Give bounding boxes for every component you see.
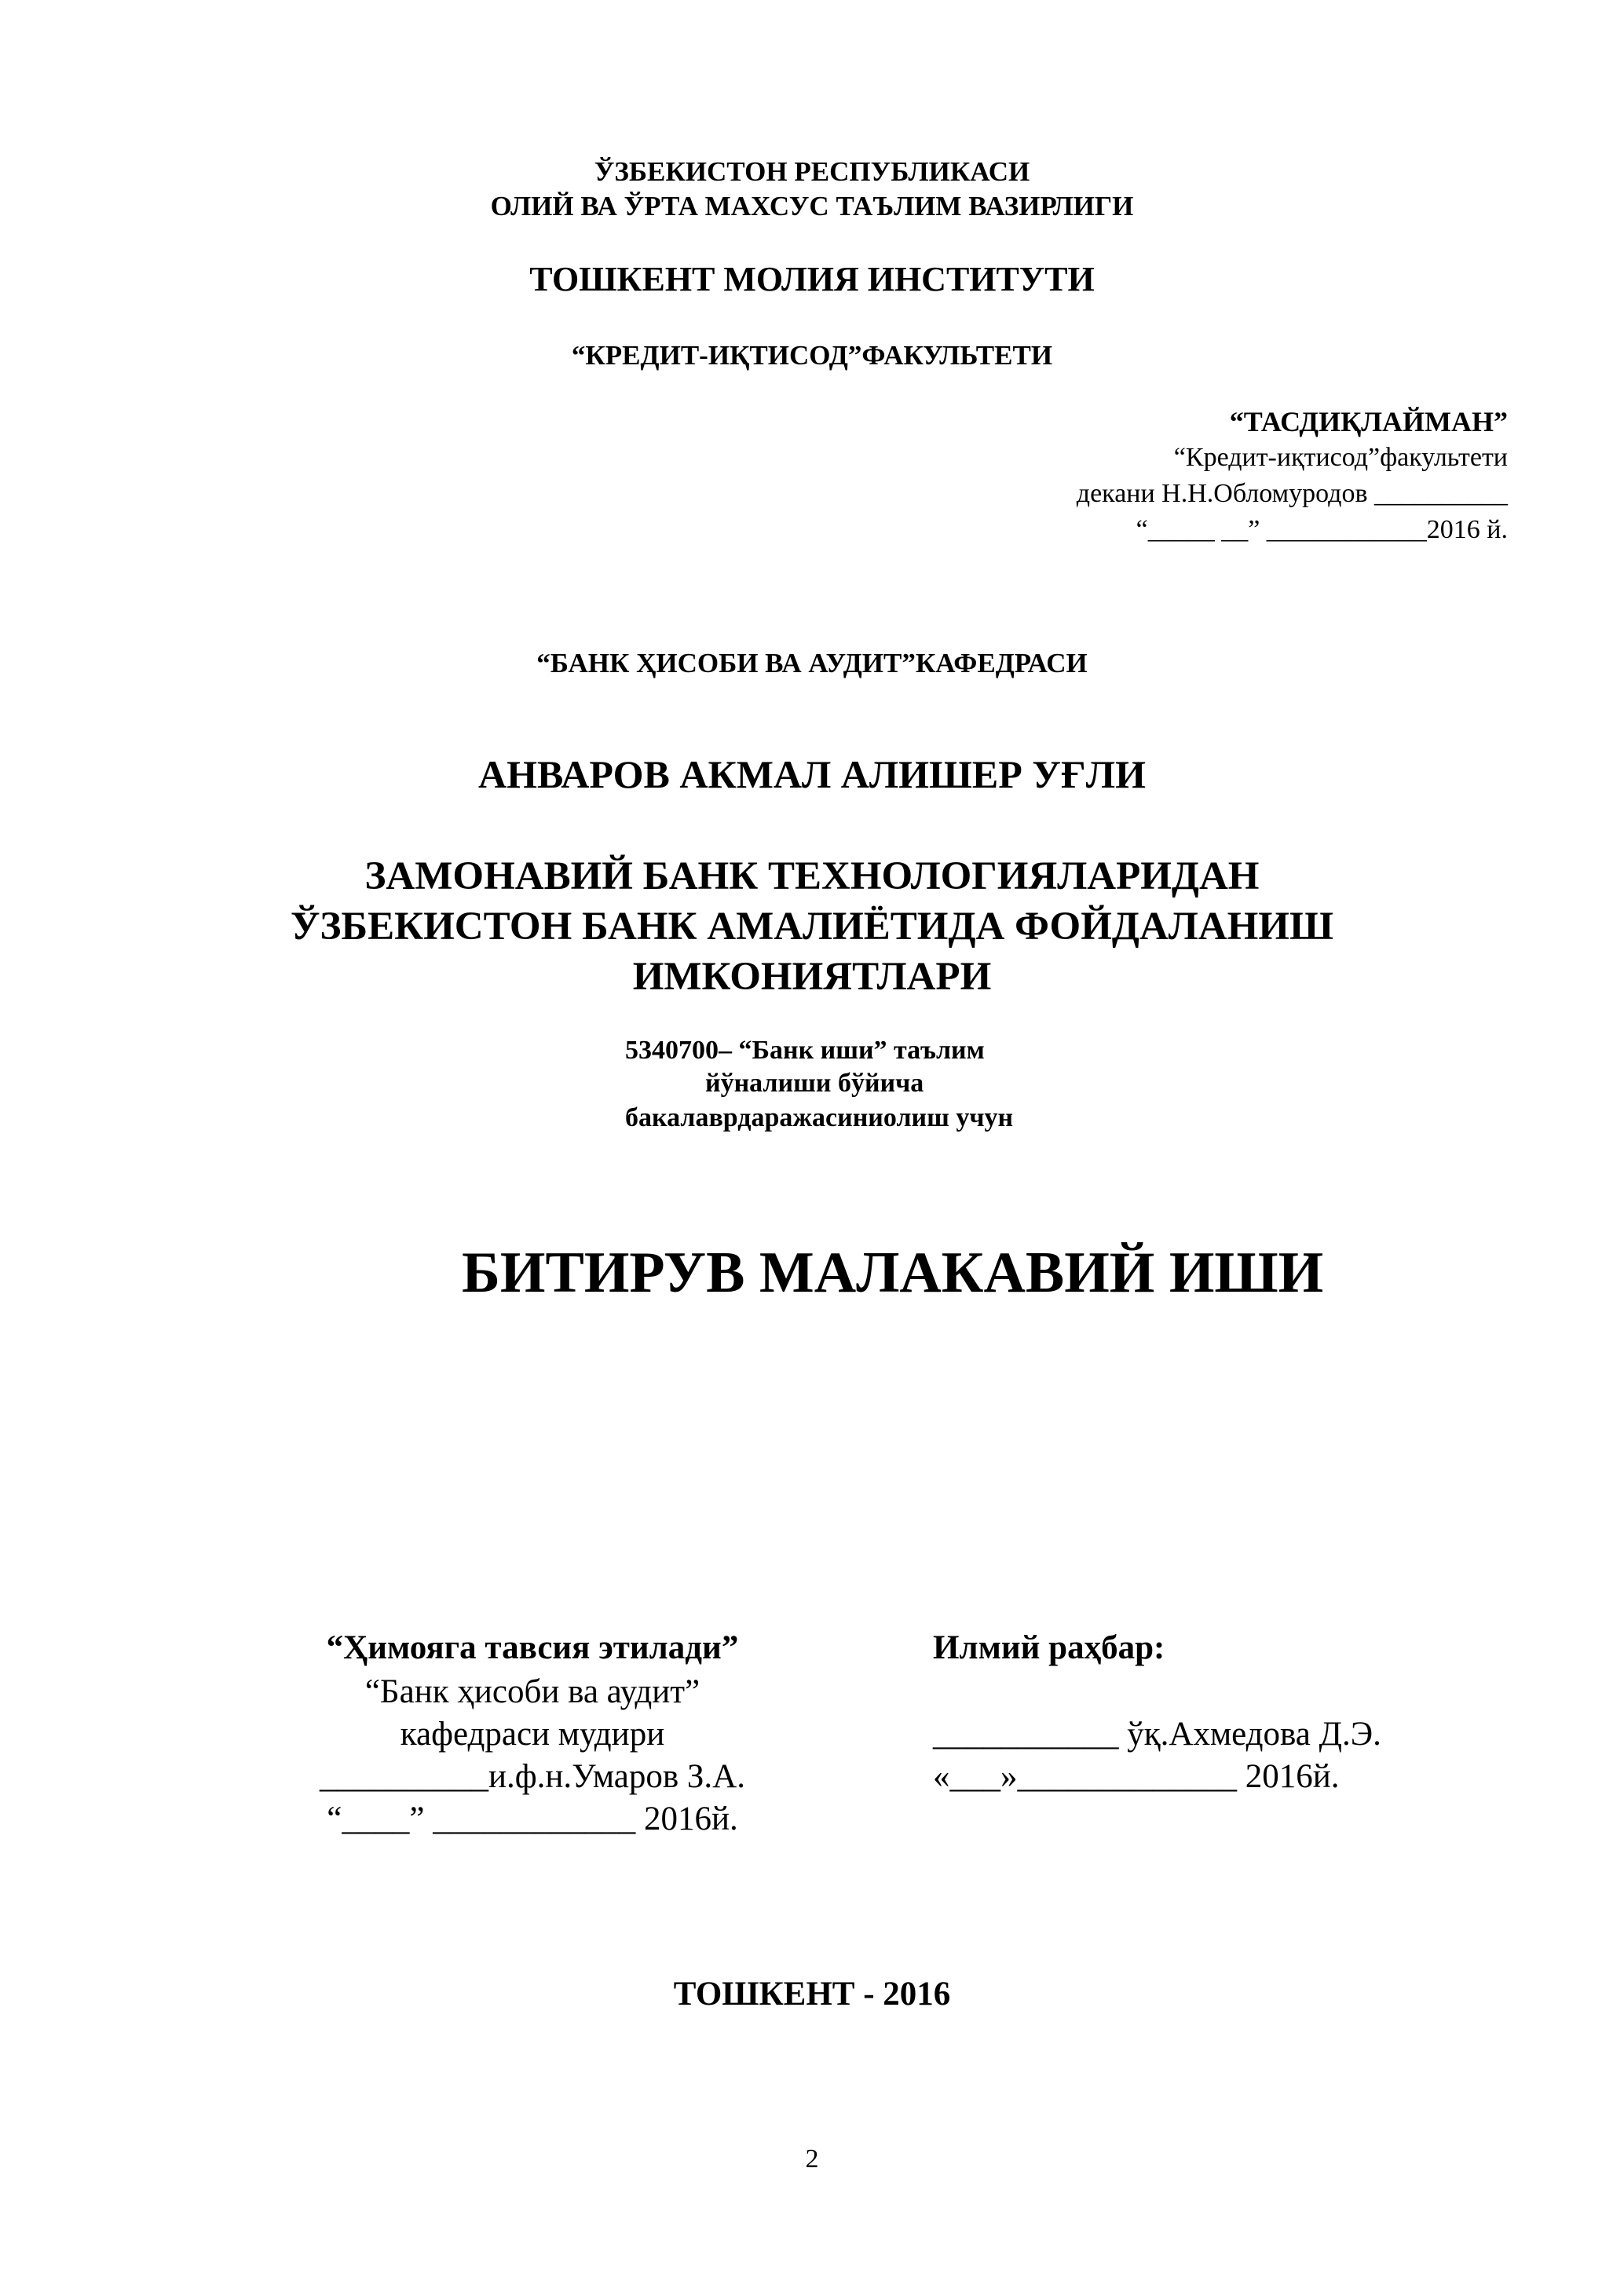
specialty-line-2: йўналиши бўйича bbox=[705, 1069, 924, 1098]
institute-heading: ТОШКЕНТ МОЛИЯ ИНСТИТУТИ bbox=[529, 260, 1095, 298]
defense-title: “Ҳимояга тавсия этилади” bbox=[326, 1629, 739, 1666]
topic-line-1: ЗАМОНАВИЙ БАНК ТЕХНОЛОГИЯЛАРИДАН bbox=[364, 854, 1260, 898]
supervisor-date-line: «___»_____________ 2016й. bbox=[933, 1758, 1340, 1795]
republic-heading: ЎЗБЕКИСТОН РЕСПУБЛИКАСИ bbox=[594, 156, 1030, 187]
work-type-title: БИТИРУВ МАЛАКАВИЙ ИШИ bbox=[462, 1241, 1324, 1305]
page-number: 2 bbox=[805, 2144, 819, 2174]
approval-date-line: “_____ __” ____________2016 й. bbox=[1136, 515, 1508, 544]
supervisor-signature-line: ___________ ўқ.Ахмедова Д.Э. bbox=[933, 1716, 1381, 1753]
specialty-line-3: бакалаврдаражасиниолиш учун bbox=[625, 1103, 1014, 1132]
city-year: ТОШКЕНТ - 2016 bbox=[673, 1976, 951, 2013]
department-heading: “БАНК ҲИСОБИ ВА АУДИТ”КАФЕДРАСИ bbox=[536, 648, 1088, 678]
topic-line-2: ЎЗБЕКИСТОН БАНК АМАЛИЁТИДА ФОЙДАЛАНИШ bbox=[291, 905, 1333, 949]
defense-department-line: “Банк ҳисоби ва аудит” bbox=[364, 1673, 700, 1710]
author-name: АНВАРОВ АКМАЛ АЛИШЕР УҒЛИ bbox=[478, 752, 1146, 796]
defense-head-line: кафедраси мудири bbox=[400, 1716, 665, 1753]
defense-signature-line: __________и.ф.н.Умаров З.А. bbox=[320, 1758, 745, 1795]
topic-line-3: ИМКОНИЯТЛАРИ bbox=[632, 955, 992, 999]
faculty-heading: “КРЕДИТ-ИҚТИСОД”ФАКУЛЬТЕТИ bbox=[571, 340, 1053, 371]
defense-date-line: “____” ____________ 2016й. bbox=[327, 1801, 738, 1837]
specialty-line-1: 5340700– “Банк иши” таълим bbox=[625, 1036, 985, 1065]
ministry-heading: ОЛИЙ ВА ЎРТА МАХСУС ТАЪЛИМ ВАЗИРЛИГИ bbox=[490, 191, 1134, 221]
supervisor-title: Илмий раҳбар: bbox=[933, 1629, 1165, 1666]
approval-faculty-line: “Кредит-иқтисод”факультети bbox=[1173, 443, 1508, 472]
approval-dean-line: декани Н.Н.Обломуродов __________ bbox=[1076, 479, 1508, 508]
approval-title: “ТАСДИҚЛАЙМАН” bbox=[1229, 406, 1508, 437]
